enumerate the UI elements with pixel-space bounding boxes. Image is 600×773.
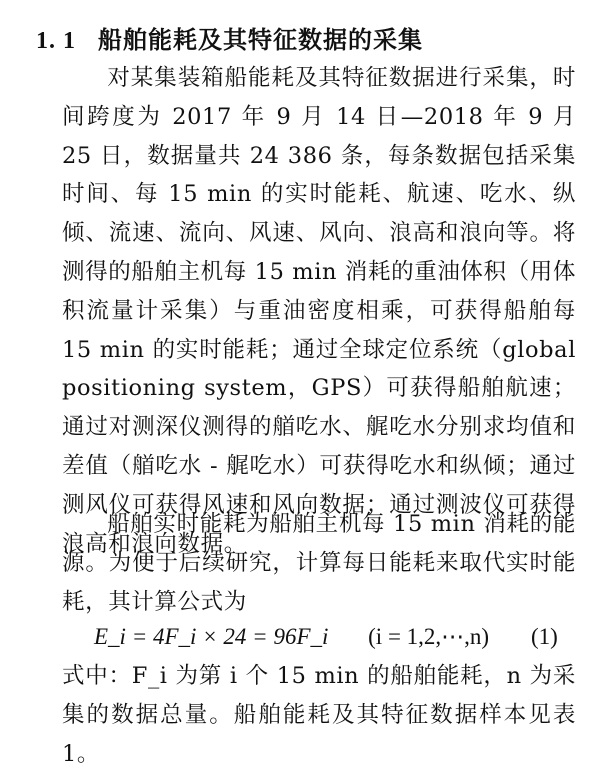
paragraph-1-text: 对某集装箱船能耗及其特征数据进行采集，时间跨度为 2017 年 9 月 14 日—2018 年 9 月 25 日，数据量共 24 386 条，每条数据包括采集时间、每 15 min 的实时能耗、航速、吃水、纵倾、流速、流向、风速、风向、浪高和浪向等。将测得的船舶主机每 15 min 消耗的重油体积（用体积流量计采集）与重油密度相乘，可获得船舶每 15 min 的实时能耗；通过全球定位系统（global positioning system，GPS）可获得船舶航速；通过对测深仪测得的艏吃水、艉吃水分别求均值和差值（艏吃水 - 艉吃水）可获得吃水和纵倾；通过测风仪可获得风速和风向数据；通过测波仪可获得浪高和浪向数据。: [62, 65, 576, 557]
paragraph-data-collection: [62, 59, 576, 563]
equation-expression: E_i = 4F_i × 24 = 96F_i: [94, 624, 329, 649]
paragraph-2-text: 船舶实时能耗为船舶主机每 15 min 消耗的能源。为便于后续研究，计算每日能耗来取代实时能耗，其计算公式为: [62, 511, 576, 615]
paragraph-energy-definition: [62, 505, 576, 621]
equation-1: [94, 618, 558, 656]
section-heading: [36, 20, 423, 55]
paragraph-variable-definition: [62, 657, 576, 773]
paragraph-3-text: 式中：F_i 为第 i 个 15 min 的船舶能耗，n 为采集的数据总量。船舶能耗及其特征数据样本见表 1。: [62, 663, 576, 767]
equation-number: (1): [531, 624, 558, 649]
equation-range: (i = 1,2,⋯,n): [368, 624, 490, 649]
section-title: 船舶能耗及其特征数据的采集: [98, 26, 423, 54]
section-number: 1. 1: [36, 28, 76, 54]
